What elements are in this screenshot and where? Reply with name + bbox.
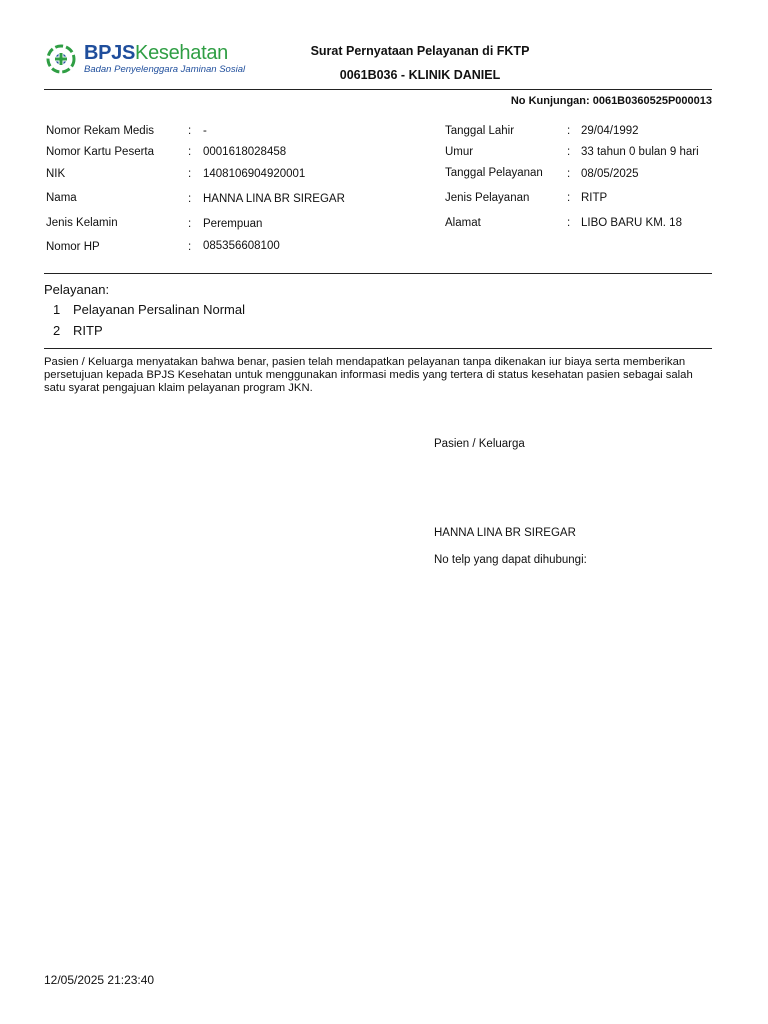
- brand-name: [84, 42, 228, 65]
- colon: :: [188, 218, 192, 230]
- value-card-number: 0001618028458: [203, 146, 287, 158]
- signature-role: Pasien / Keluarga: [434, 438, 525, 450]
- value-service-date: 08/05/2025: [581, 168, 639, 180]
- colon: :: [188, 146, 192, 158]
- signature-phone-label: No telp yang dapat dihubungi:: [434, 554, 587, 566]
- colon: :: [188, 241, 192, 253]
- label-age: Umur: [445, 146, 474, 158]
- label-address: Alamat: [445, 217, 481, 229]
- colon: :: [188, 125, 192, 137]
- value-birth-date: 29/04/1992: [581, 125, 639, 137]
- colon: :: [567, 217, 571, 229]
- label-service-date: Tanggal Pelayanan: [445, 167, 543, 179]
- label-name: Nama: [46, 192, 77, 204]
- consent-statement: Pasien / Keluarga menyatakan bahwa benar, pasien telah mendapatkan pelayanan tanpa dikenakan iur biaya serta memberikan persetujuan kepada BPJS Kesehatan untuk menggunakan informasi medis yang tertera di status kesehatan pasien sebagai salah satu syarat pengajuan klaim pelayanan program JKN.: [44, 356, 693, 394]
- label-medical-record: Nomor Rekam Medis: [46, 125, 154, 137]
- header-divider: [44, 89, 712, 90]
- bpjs-logo: [46, 42, 246, 78]
- service-number: 1: [53, 302, 61, 317]
- value-service-type: RITP: [581, 192, 608, 204]
- signature-name: HANNA LINA BR SIREGAR: [434, 527, 576, 539]
- value-medical-record: -: [203, 125, 207, 137]
- facility-name: 0061B036 - KLINIK DANIEL: [339, 68, 501, 82]
- services-title: Pelayanan:: [44, 282, 110, 297]
- label-service-type: Jenis Pelayanan: [445, 192, 530, 204]
- brand-tagline: Badan Penyelenggara Jaminan Sosial: [84, 64, 246, 75]
- label-card-number: Nomor Kartu Peserta: [46, 146, 155, 158]
- colon: :: [188, 168, 192, 180]
- brand-part1: BPJS: [84, 42, 136, 64]
- value-nik: 1408106904920001: [203, 168, 306, 180]
- value-gender: Perempuan: [203, 218, 263, 230]
- print-timestamp: 12/05/2025 21:23:40: [44, 973, 155, 987]
- bpjs-emblem-icon: [46, 44, 76, 74]
- brand-part2: Kesehatan: [135, 42, 228, 64]
- value-age: 33 tahun 0 bulan 9 hari: [581, 146, 699, 158]
- colon: :: [567, 125, 571, 137]
- value-name: HANNA LINA BR SIREGAR: [203, 193, 345, 205]
- value-address: LIBO BARU KM. 18: [581, 217, 682, 229]
- info-divider: [44, 273, 712, 274]
- label-nik: NIK: [46, 168, 66, 180]
- label-phone: Nomor HP: [46, 241, 100, 253]
- colon: :: [567, 146, 571, 158]
- service-number: 2: [53, 323, 61, 338]
- label-gender: Jenis Kelamin: [46, 217, 118, 229]
- label-birth-date: Tanggal Lahir: [445, 125, 515, 137]
- colon: :: [567, 192, 571, 204]
- service-item: Pelayanan Persalinan Normal: [73, 302, 245, 317]
- value-phone: 085356608100: [203, 240, 280, 252]
- document-title: Surat Pernyataan Pelayanan di FKTP: [310, 44, 530, 58]
- colon: :: [567, 168, 571, 180]
- service-item: RITP: [73, 323, 103, 338]
- visit-number: No Kunjungan: 0061B0360525P000013: [510, 95, 712, 107]
- services-divider: [44, 348, 712, 349]
- colon: :: [188, 193, 192, 205]
